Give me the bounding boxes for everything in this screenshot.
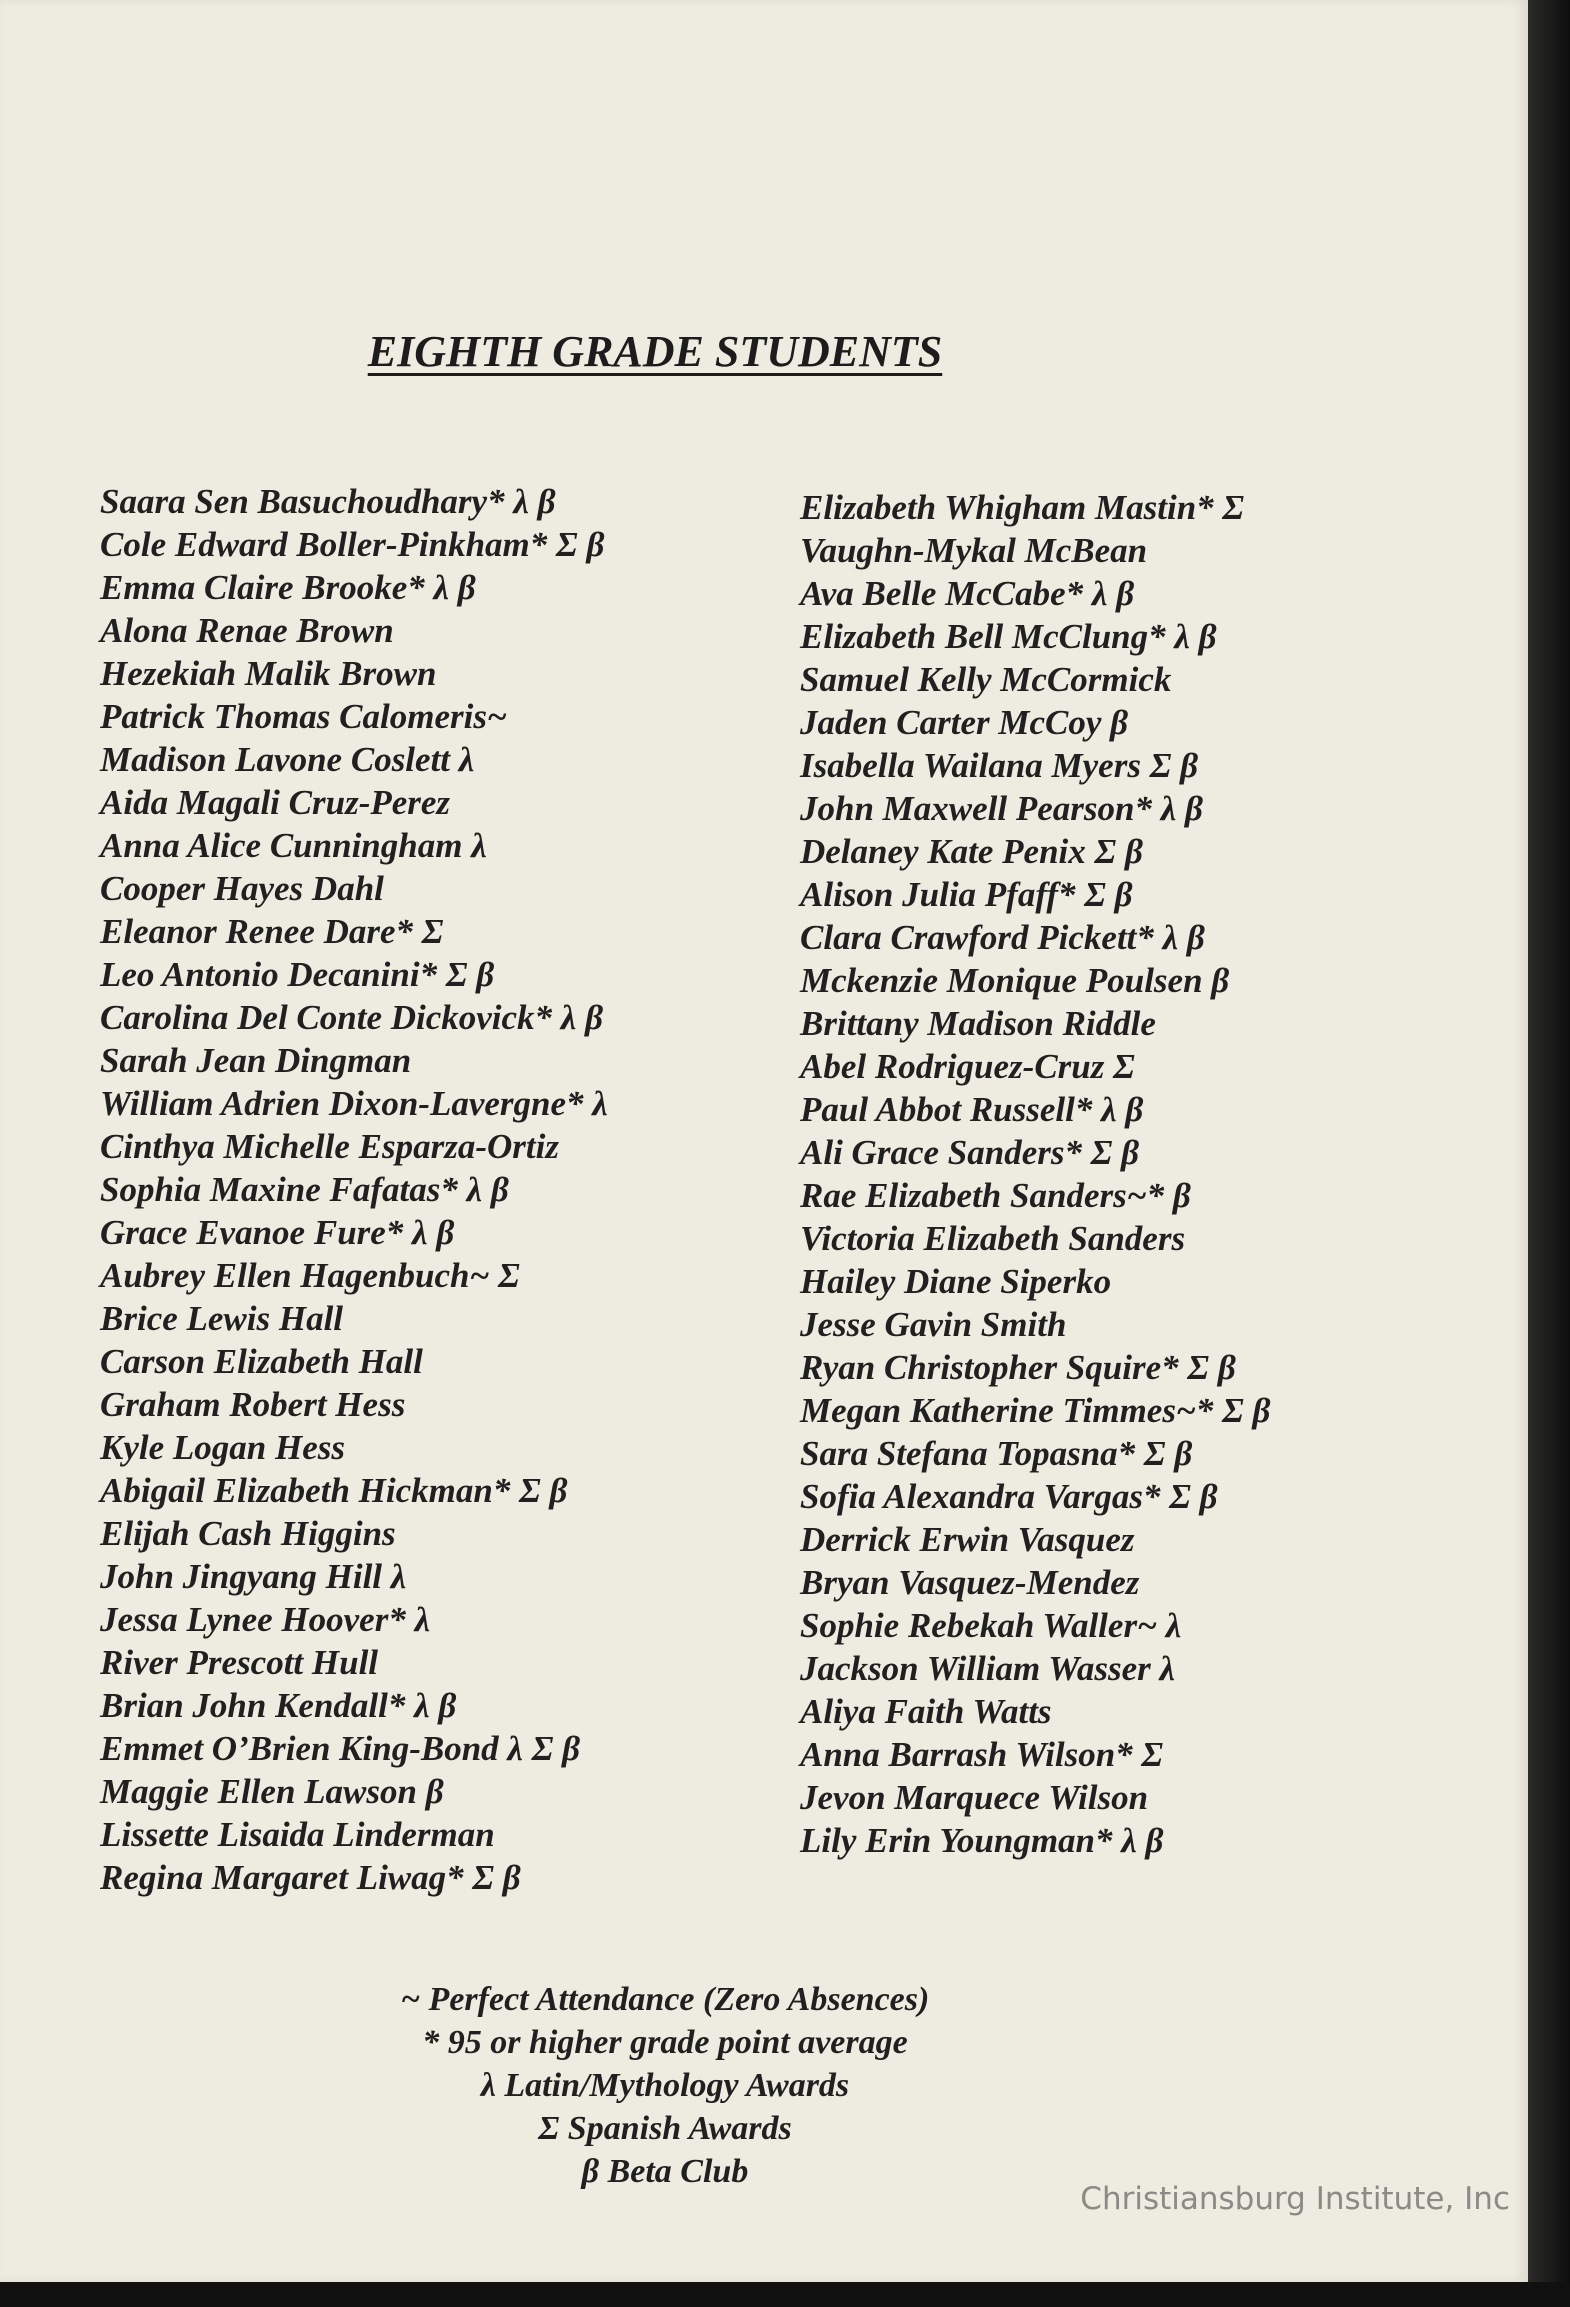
list-item: Bryan Vasquez-Mendez: [800, 1563, 1140, 1602]
list-item: Derrick Erwin Vasquez: [800, 1520, 1135, 1559]
list-item: Regina Margaret Liwag* Σ β: [100, 1858, 521, 1897]
list-item: Ava Belle McCabe* λ β: [800, 574, 1135, 613]
list-item: Sofia Alexandra Vargas* Σ β: [800, 1477, 1218, 1516]
list-item: Cole Edward Boller-Pinkham* Σ β: [100, 525, 605, 564]
list-item: Brian John Kendall* λ β: [100, 1686, 457, 1725]
legend-item-perfect-attendance: ~ Perfect Attendance (Zero Absences): [400, 1981, 930, 2018]
legend-item-gpa: * 95 or higher grade point average: [422, 2024, 908, 2061]
list-item: Sophia Maxine Fafatas* λ β: [100, 1170, 509, 1209]
list-item: Sarah Jean Dingman: [100, 1041, 412, 1080]
list-item: Jaden Carter McCoy β: [800, 703, 1129, 742]
list-item: Aubrey Ellen Hagenbuch~ Σ: [100, 1256, 520, 1295]
list-item: Anna Alice Cunningham λ: [100, 826, 487, 865]
list-item: Leo Antonio Decanini* Σ β: [100, 955, 495, 994]
list-item: Lissette Lisaida Linderman: [100, 1815, 495, 1854]
list-item: Abigail Elizabeth Hickman* Σ β: [100, 1471, 568, 1510]
list-item: Emma Claire Brooke* λ β: [100, 568, 476, 607]
list-item: Elijah Cash Higgins: [100, 1514, 396, 1553]
list-item: Victoria Elizabeth Sanders: [800, 1219, 1186, 1258]
list-item: Cooper Hayes Dahl: [100, 869, 384, 908]
list-item: Grace Evanoe Fure* λ β: [100, 1213, 455, 1252]
list-item: Sophie Rebekah Waller~ λ: [800, 1606, 1182, 1645]
list-item: Emmet O’Brien King-Bond λ Σ β: [100, 1729, 581, 1768]
list-item: Saara Sen Basuchoudhary* λ β: [100, 482, 556, 521]
list-item: Lily Erin Youngman* λ β: [800, 1821, 1164, 1860]
legend-item-spanish-awards: Σ Spanish Awards: [538, 2110, 792, 2147]
list-item: Elizabeth Bell McClung* λ β: [800, 617, 1217, 656]
list-item: Jessa Lynee Hoover* λ: [100, 1600, 431, 1639]
list-item: Rae Elizabeth Sanders~* β: [800, 1176, 1191, 1215]
student-list-left: [100, 480, 760, 1899]
list-item: Hailey Diane Siperko: [800, 1262, 1112, 1301]
list-item: Jevon Marquece Wilson: [800, 1778, 1149, 1817]
list-item: Sara Stefana Topasna* Σ β: [800, 1434, 1193, 1473]
list-item: Ryan Christopher Squire* Σ β: [800, 1348, 1236, 1387]
list-item: Maggie Ellen Lawson β: [100, 1772, 444, 1811]
list-item: Carolina Del Conte Dickovick* λ β: [100, 998, 604, 1037]
list-item: Elizabeth Whigham Mastin* Σ: [800, 488, 1245, 527]
list-item: Carson Elizabeth Hall: [100, 1342, 423, 1381]
list-item: Aliya Faith Watts: [800, 1692, 1052, 1731]
list-item: Isabella Wailana Myers Σ β: [800, 746, 1199, 785]
page-edge-shadow: [1528, 0, 1570, 2307]
list-item: Kyle Logan Hess: [100, 1428, 345, 1467]
page-bottom-shadow: [0, 2282, 1570, 2307]
list-item: Jesse Gavin Smith: [800, 1305, 1067, 1344]
list-item: Hezekiah Malik Brown: [100, 654, 437, 693]
list-item: Mckenzie Monique Poulsen β: [800, 961, 1230, 1000]
legend-item-beta-club: β Beta Club: [581, 2153, 749, 2190]
list-item: Alona Renae Brown: [100, 611, 394, 650]
list-item: Aida Magali Cruz-Perez: [100, 783, 451, 822]
list-item: Madison Lavone Coslett λ: [100, 740, 475, 779]
list-item: Brice Lewis Hall: [100, 1299, 344, 1338]
list-item: Samuel Kelly McCormick: [800, 660, 1172, 699]
list-item: Clara Crawford Pickett* λ β: [800, 918, 1205, 957]
list-item: John Jingyang Hill λ: [100, 1557, 407, 1596]
student-list-right: [800, 486, 1500, 1862]
list-item: Abel Rodriguez-Cruz Σ: [800, 1047, 1135, 1086]
symbol-legend: [0, 1978, 1330, 2193]
list-item: Anna Barrash Wilson* Σ: [800, 1735, 1164, 1774]
page-title: EIGHTH GRADE STUDENTS: [367, 327, 943, 376]
list-item: Delaney Kate Penix Σ β: [800, 832, 1143, 871]
list-item: Paul Abbot Russell* λ β: [800, 1090, 1144, 1129]
watermark: Christiansburg Institute, Inc: [1080, 2181, 1510, 2217]
list-item: Graham Robert Hess: [100, 1385, 406, 1424]
list-item: Alison Julia Pfaff* Σ β: [800, 875, 1133, 914]
list-item: John Maxwell Pearson* λ β: [800, 789, 1203, 828]
list-item: Cinthya Michelle Esparza-Ortiz: [100, 1127, 559, 1166]
list-item: Patrick Thomas Calomeris~: [100, 697, 507, 736]
list-item: Eleanor Renee Dare* Σ: [100, 912, 444, 951]
list-item: Ali Grace Sanders* Σ β: [800, 1133, 1140, 1172]
legend-item-latin-awards: λ Latin/Mythology Awards: [480, 2067, 850, 2104]
list-item: Brittany Madison Riddle: [800, 1004, 1156, 1043]
list-item: River Prescott Hull: [100, 1643, 379, 1682]
list-item: Jackson William Wasser λ: [800, 1649, 1176, 1688]
list-item: Vaughn-Mykal McBean: [800, 531, 1148, 570]
list-item: William Adrien Dixon-Lavergne* λ: [100, 1084, 608, 1123]
list-item: Megan Katherine Timmes~* Σ β: [800, 1391, 1271, 1430]
